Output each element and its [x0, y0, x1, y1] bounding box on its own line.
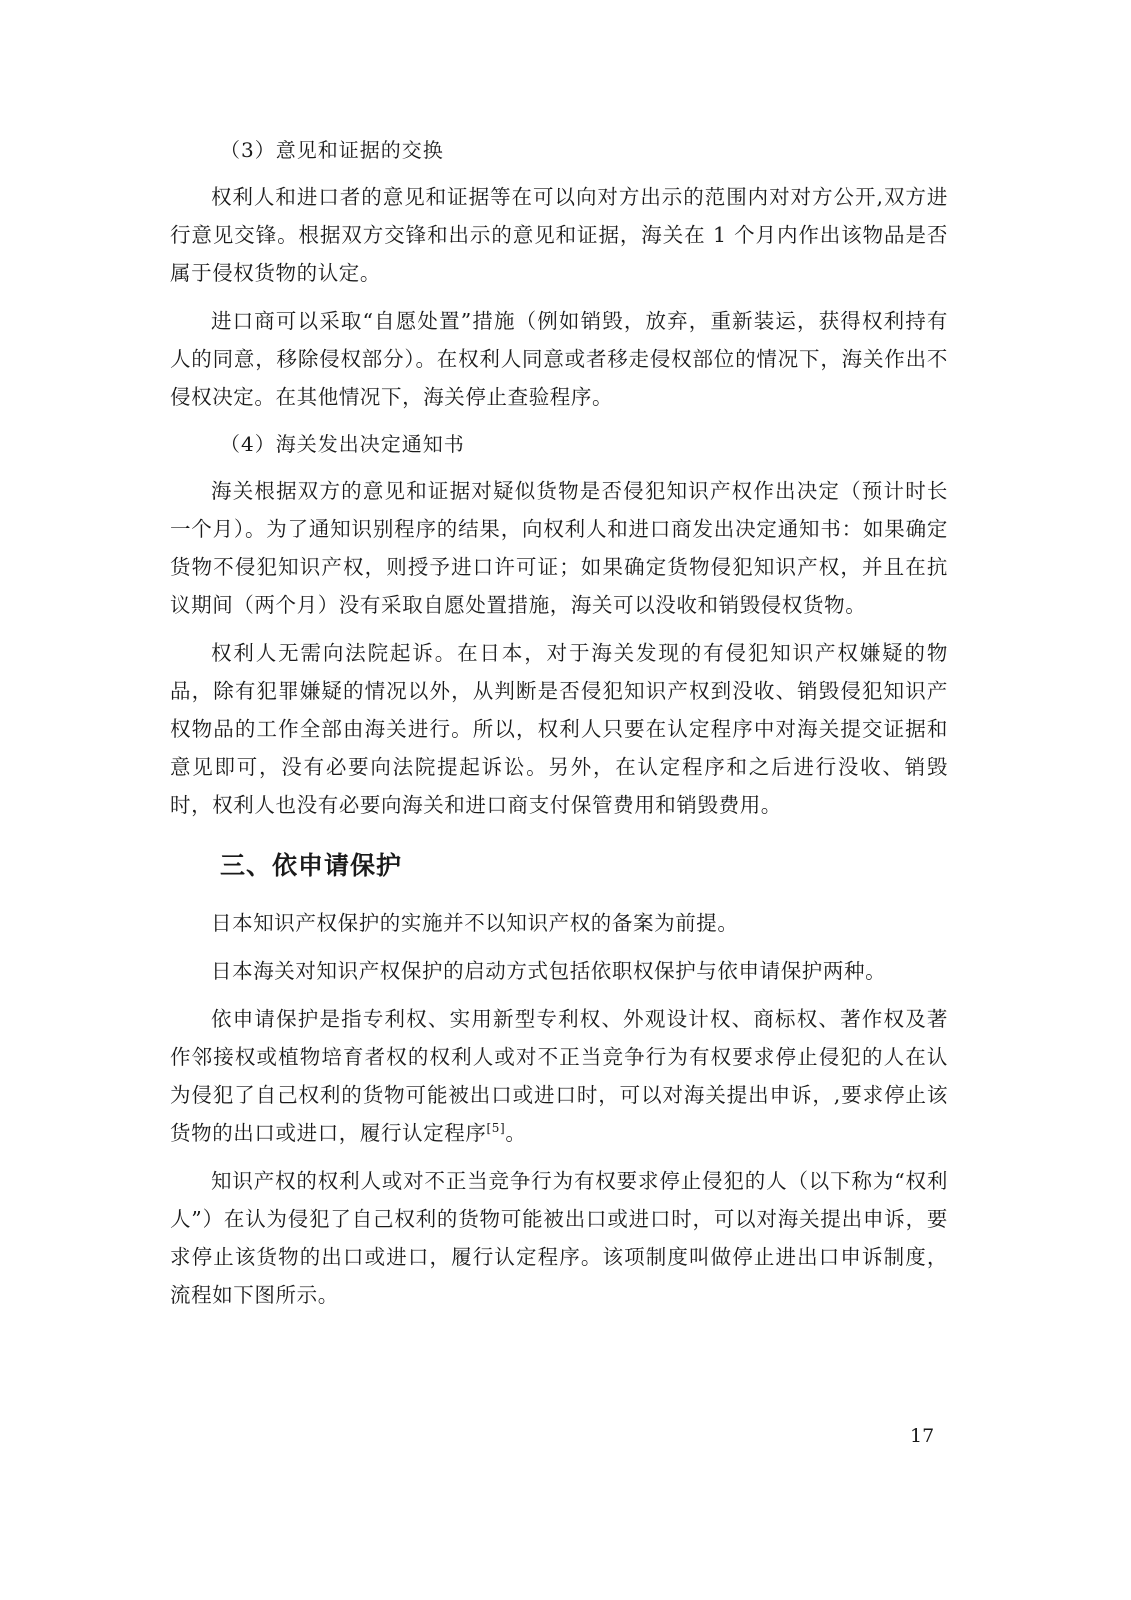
paragraph-no-recordal-prerequisite: 日本知识产权保护的实施并不以知识产权的备案为前提。 [211, 911, 739, 935]
paragraph-application-definition-end: 。 [505, 1121, 527, 1145]
paragraph-no-court-action: 权利人无需向法院起诉。在日本，对于海关发现的有侵犯知识产权嫌疑的物品，除有犯罪嫌疑的情况以外，从判断是否侵犯知识产权到没收、销毁侵犯知识产权物品的工作全部由海关进行。所以，权利人只要在认定程序中对海关提交证据和意见即可，没有必要向法院提起诉讼。另外，在认定程序和之后进行没收、销毁时，权利人也没有必要向海关和进口商支付保管费用和销毁费用。 [170, 641, 948, 817]
paragraph-application-definition [170, 1000, 948, 1152]
subsection-heading-4: （4）海关发出决定通知书 [220, 432, 465, 456]
paragraph-voluntary-disposal: 进口商可以采取“自愿处置”措施（例如销毁，放弃，重新装运，获得权利持有人的同意，移除侵权部分）。在权利人同意或者移走侵权部位的情况下，海关作出不侵权决定。在其他情况下，海关停止查验程序。 [170, 309, 948, 409]
paragraph-protection-modes: 日本海关对知识产权保护的启动方式包括依职权保护与依申请保护两种。 [211, 959, 887, 983]
paragraph-suspension-petition-system: 知识产权的权利人或对不正当竞争行为有权要求停止侵犯的人（以下称为“权利人”）在认为侵犯了自己权利的货物可能被出口或进口时，可以对海关提出申诉，要求停止该货物的出口或进口，履行认定程序。该项制度叫做停止进出口申诉制度，流程如下图所示。 [170, 1169, 948, 1307]
citation-reference: [5] [486, 1121, 506, 1136]
section-heading-application-protection: 三、依申请保护 [220, 851, 403, 880]
paragraph-evidence-exchange: 权利人和进口者的意见和证据等在可以向对方出示的范围内对对方公开,双方进行意见交锋。根据双方交锋和出示的意见和证据，海关在 1 个月内作出该物品是否属于侵权货物的认定。 [170, 185, 948, 285]
page-number: 17 [910, 1425, 935, 1447]
paragraph-application-definition-text: 依申请保护是指专利权、实用新型专利权、外观设计权、商标权、著作权及著作邻接权或植物培育者权的权利人或对不正当竞争行为有权要求停止侵犯的人在认为侵犯了自己权利的货物可能被出口或进口时，可以对海关提出申诉，,要求停止该货物的出口或进口，履行认定程序 [170, 1007, 948, 1145]
page-body [170, 132, 948, 1324]
paragraph-decision-notice: 海关根据双方的意见和证据对疑似货物是否侵犯知识产权作出决定（预计时长一个月）。为了通知识别程序的结果，向权利人和进口商发出决定通知书：如果确定货物不侵犯知识产权，则授予进口许可证；如果确定货物侵犯知识产权，并且在抗议期间（两个月）没有采取自愿处置措施，海关可以没收和销毁侵权货物。 [170, 479, 948, 617]
subsection-heading-3: （3）意见和证据的交换 [220, 138, 444, 162]
